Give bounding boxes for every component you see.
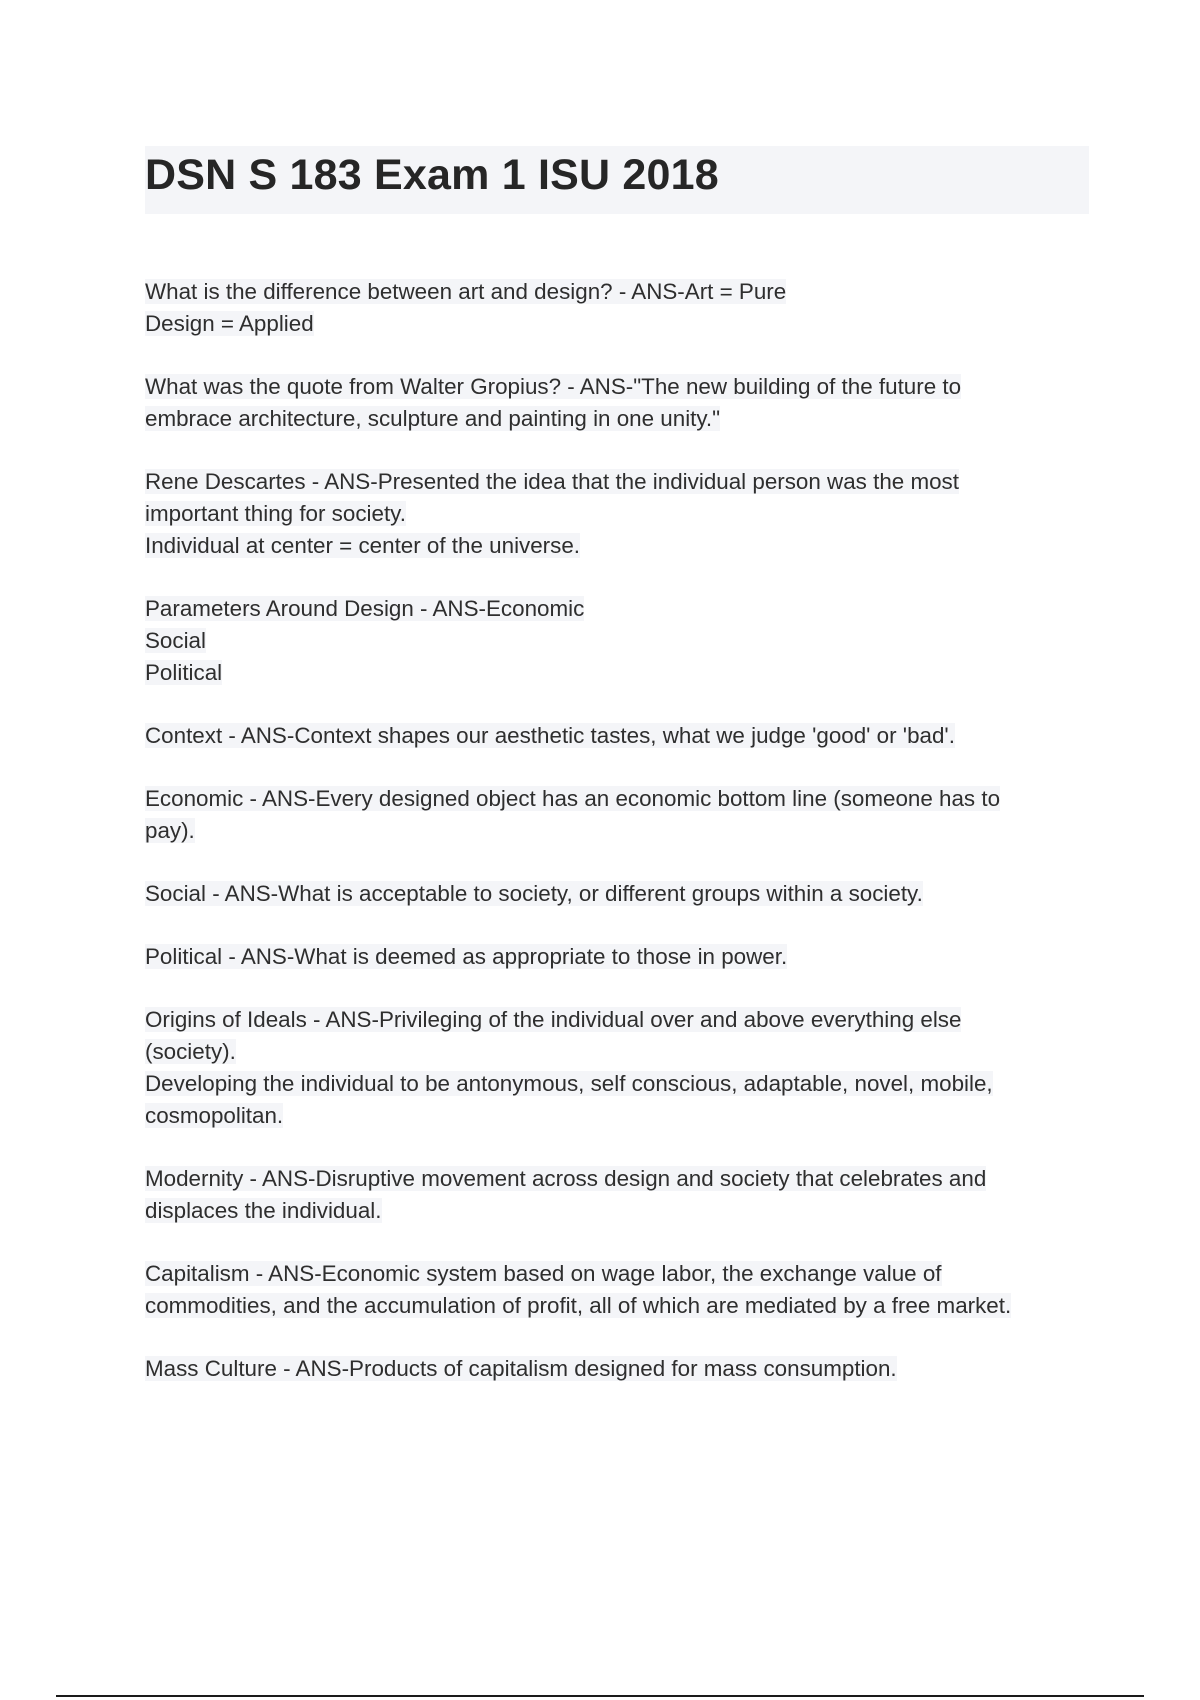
document-title: DSN S 183 Exam 1 ISU 2018: [145, 151, 719, 199]
qa-text-line: Political: [145, 660, 223, 685]
qa-text-line: Modernity - ANS-Disruptive movement across design and society that celebrates and: [145, 1166, 987, 1191]
qa-text-line: Economic - ANS-Every designed object has an economic bottom line (someone has to: [145, 786, 1001, 811]
qa-text-line: Parameters Around Design - ANS-Economic: [145, 596, 585, 621]
qa-text-line: Rene Descartes - ANS-Presented the idea that the individual person was the most: [145, 469, 959, 494]
qa-entry: [145, 276, 1089, 340]
footer-divider: [56, 1695, 1144, 1697]
qa-text-line: displaces the individual.: [145, 1198, 382, 1223]
qa-text-line: (society).: [145, 1039, 236, 1064]
qa-entry: [145, 593, 1089, 689]
qa-text-line: Design = Applied: [145, 311, 314, 336]
qa-text-line: What was the quote from Walter Gropius? - ANS-"The new building of the future to: [145, 374, 962, 399]
qa-text-line: What is the difference between art and design? - ANS-Art = Pure: [145, 279, 787, 304]
qa-text-line: Social: [145, 628, 206, 653]
qa-text-line: pay).: [145, 818, 195, 843]
qa-text-line: Context - ANS-Context shapes our aesthetic tastes, what we judge 'good' or 'bad'.: [145, 723, 955, 748]
qa-entry: [145, 878, 1089, 910]
qa-text-line: Origins of Ideals - ANS-Privileging of the individual over and above everything else: [145, 1007, 962, 1032]
qa-text-line: Political - ANS-What is deemed as appropriate to those in power.: [145, 944, 788, 969]
qa-entry: [145, 1353, 1089, 1385]
qa-entry: [145, 466, 1089, 562]
qa-text-line: commodities, and the accumulation of profit, all of which are mediated by a free market.: [145, 1293, 1012, 1318]
qa-text-line: Capitalism - ANS-Economic system based on wage labor, the exchange value of: [145, 1261, 942, 1286]
qa-text-line: Mass Culture - ANS-Products of capitalism designed for mass consumption.: [145, 1356, 897, 1381]
qa-text-line: Developing the individual to be antonymous, self conscious, adaptable, novel, mobile,: [145, 1071, 993, 1096]
qa-text-line: important thing for society.: [145, 501, 406, 526]
qa-list: [145, 276, 1089, 1416]
qa-text-line: Social - ANS-What is acceptable to society, or different groups within a society.: [145, 881, 923, 906]
qa-text-line: Individual at center = center of the universe.: [145, 533, 581, 558]
qa-entry: [145, 1004, 1089, 1132]
qa-entry: [145, 371, 1089, 435]
qa-text-line: embrace architecture, sculpture and painting in one unity.": [145, 406, 721, 431]
qa-entry: [145, 720, 1089, 752]
qa-entry: [145, 941, 1089, 973]
qa-entry: [145, 1163, 1089, 1227]
qa-text-line: cosmopolitan.: [145, 1103, 284, 1128]
qa-entry: [145, 783, 1089, 847]
qa-entry: [145, 1258, 1089, 1322]
title-band: [145, 146, 1089, 214]
